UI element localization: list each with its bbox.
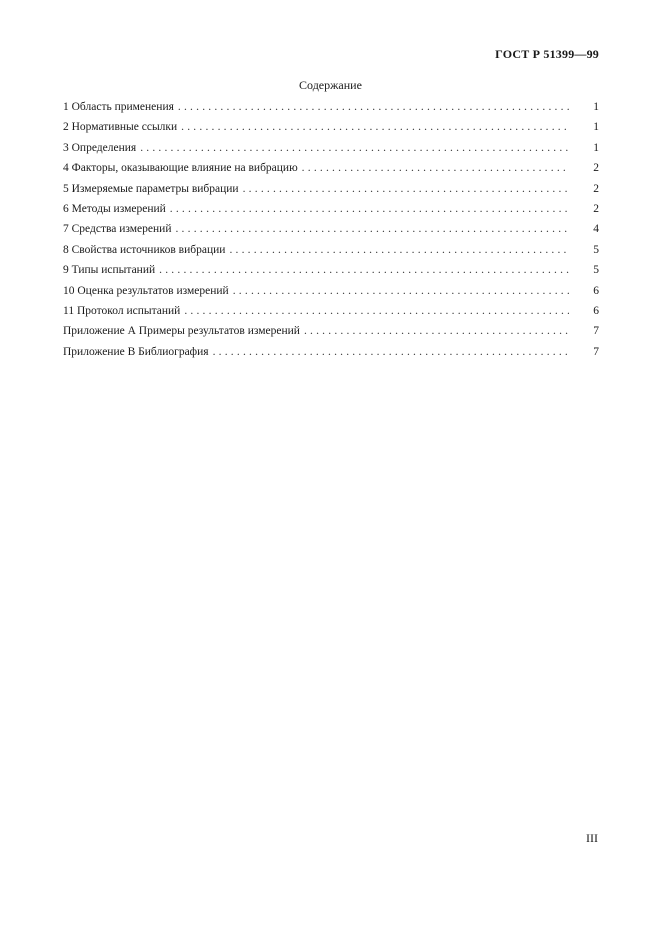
- toc-entry: [63, 203, 599, 223]
- toc-entry-label: 6 Методы измерений: [63, 202, 166, 215]
- toc-leader-dots: [243, 183, 569, 195]
- toc-entry-page: 6: [593, 304, 599, 317]
- toc-leader-dots: [159, 264, 569, 276]
- toc-entry: [63, 285, 599, 305]
- document-code: ГОСТ Р 51399—99: [495, 47, 599, 61]
- toc-entry-label: 9 Типы испытаний: [63, 264, 156, 277]
- toc-entry-page: 1: [593, 141, 599, 154]
- toc-entry-label: 10 Оценка результатов измерений: [63, 284, 229, 297]
- toc-entry: [63, 162, 599, 182]
- toc-leader-dots: [304, 325, 569, 337]
- page-number: III: [586, 831, 598, 845]
- toc-leader-dots: [233, 285, 569, 297]
- toc-entry-page: 5: [593, 243, 599, 256]
- toc-entry-page: 2: [593, 162, 599, 175]
- toc-entry-label: 7 Средства измерений: [63, 223, 172, 236]
- toc-entry-page: 5: [593, 264, 599, 277]
- toc-entry-page: 2: [593, 182, 599, 195]
- toc-entry: [63, 142, 599, 162]
- toc-entry: [63, 101, 599, 121]
- toc-entry: [63, 223, 599, 243]
- toc-entry-label: 1 Область применения: [63, 101, 174, 113]
- toc-entry-page: 4: [593, 223, 599, 236]
- table-of-contents: [63, 101, 599, 366]
- toc-entry-label: 8 Свойства источников вибрации: [63, 243, 226, 256]
- toc-entry-label: Приложение В Библиография: [63, 345, 209, 358]
- toc-entry: [63, 244, 599, 264]
- toc-entry-page: 1: [593, 121, 599, 134]
- toc-entry-page: 2: [593, 202, 599, 215]
- toc-leader-dots: [302, 162, 569, 174]
- toc-leader-dots: [175, 223, 569, 235]
- toc-entry-page: 1: [593, 101, 599, 113]
- toc-entry: [63, 305, 599, 325]
- toc-leader-dots: [170, 203, 569, 215]
- toc-entry-label: 11 Протокол испытаний: [63, 304, 181, 317]
- toc-leader-dots: [140, 142, 569, 154]
- toc-entry-page: 7: [593, 345, 599, 358]
- toc-entry: [63, 121, 599, 141]
- toc-entry: [63, 264, 599, 284]
- toc-entry-label: 3 Определения: [63, 141, 137, 154]
- toc-entry: [63, 183, 599, 203]
- toc-leader-dots: [178, 101, 569, 113]
- toc-entry-label: 4 Факторы, оказывающие влияние на вибрацию: [63, 162, 298, 175]
- toc-leader-dots: [229, 244, 569, 256]
- toc-entry-page: 7: [593, 325, 599, 338]
- toc-entry-label: 5 Измеряемые параметры вибрации: [63, 182, 239, 195]
- toc-entry-label: Приложение А Примеры результатов измерений: [63, 325, 300, 338]
- toc-leader-dots: [181, 121, 569, 133]
- toc-entry-label: 2 Нормативные ссылки: [63, 121, 178, 134]
- toc-leader-dots: [184, 305, 569, 317]
- toc-entry: [63, 325, 599, 345]
- toc-entry-page: 6: [593, 284, 599, 297]
- toc-entry: [63, 346, 599, 366]
- toc-leader-dots: [213, 346, 569, 358]
- toc-title: Содержание: [299, 78, 362, 92]
